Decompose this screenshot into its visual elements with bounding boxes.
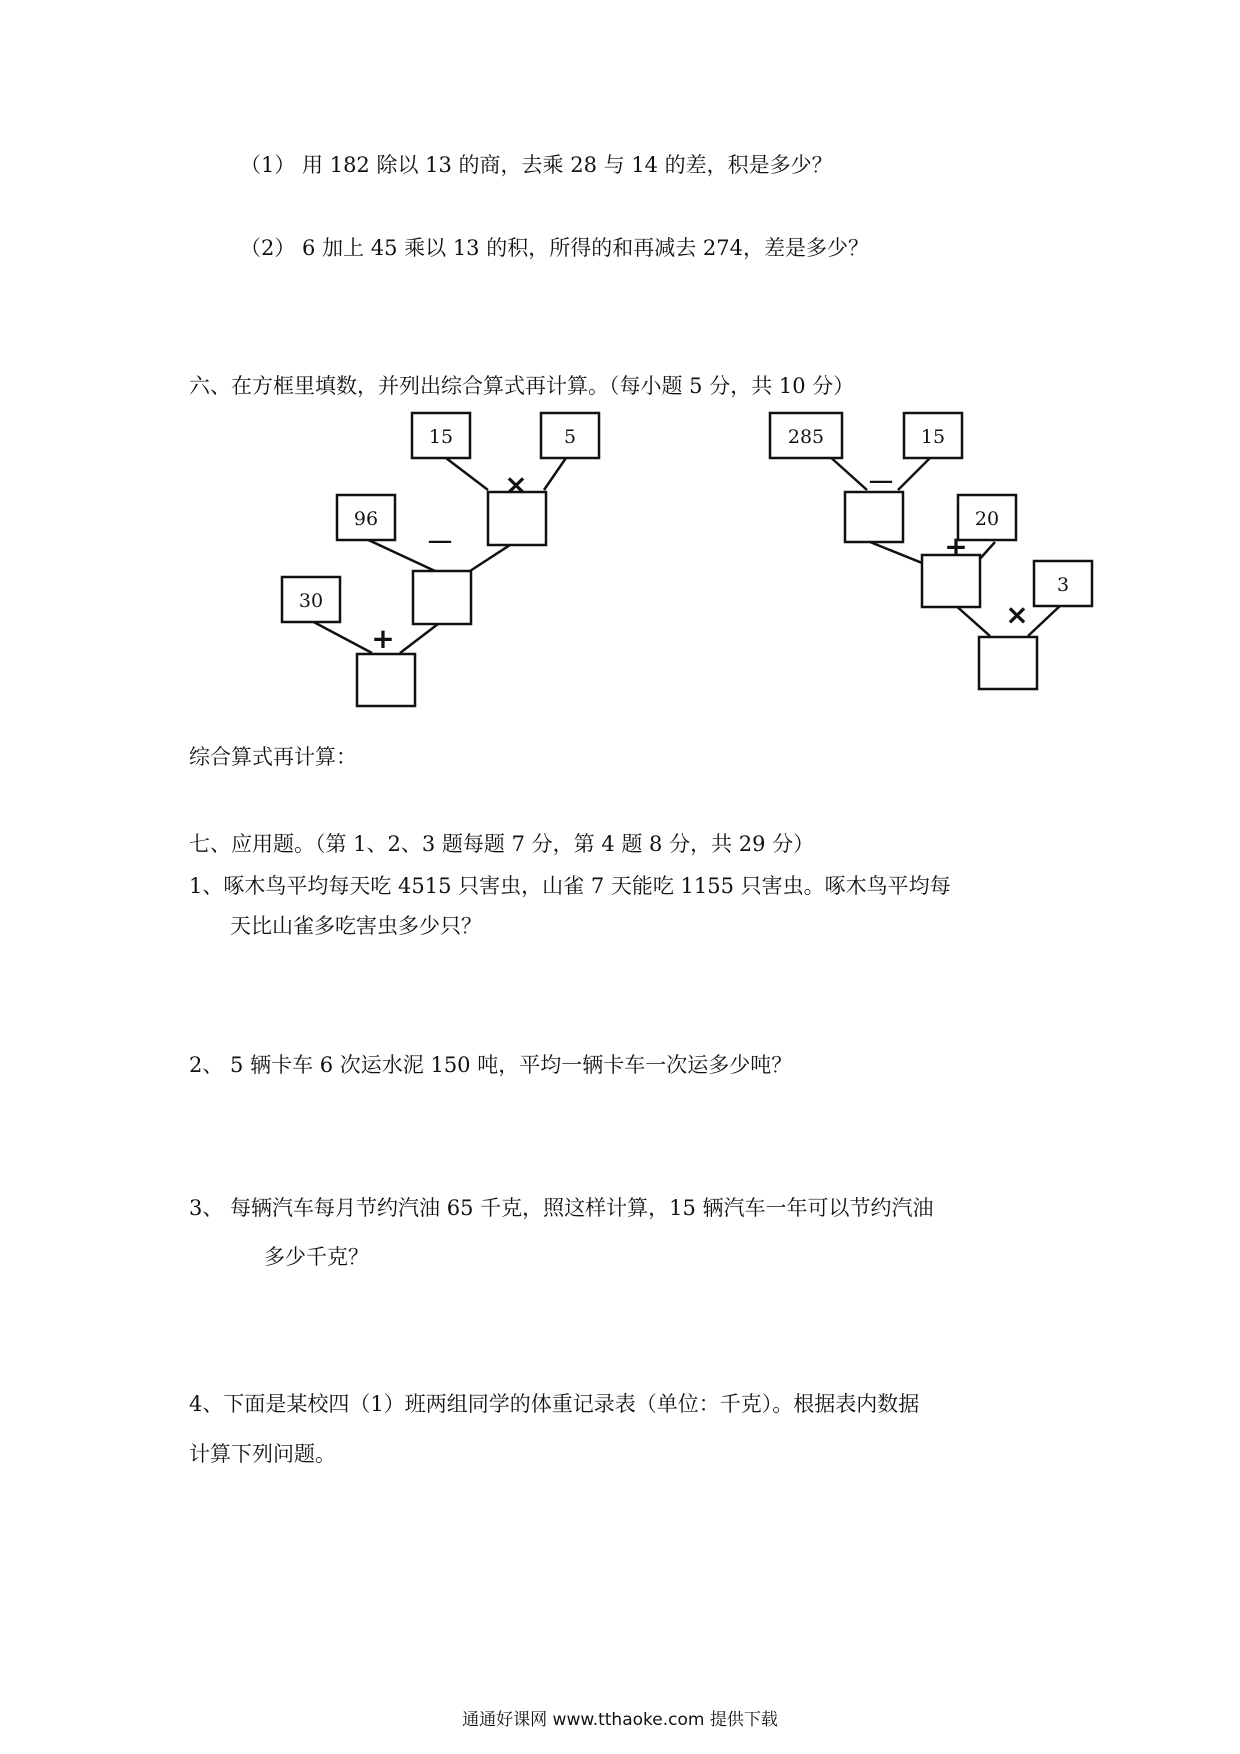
footer-credit: 通通好课网 www.tthaoke.com 提供下载 [462,1710,778,1730]
left-multiply-operator: × [504,468,528,501]
section-7-title: 七、应用题。（第 1、2、3 题每题 7 分，第 4 题 8 分，共 29 分） [189,832,815,856]
question-7-2: 2、 5 辆卡车 6 次运水泥 150 吨，平均一辆卡车一次运多少吨？ [189,1053,793,1077]
right-box-15-label: 15 [920,426,946,448]
left-box-5-label: 5 [563,426,577,448]
left-blank-box-2[interactable] [413,571,471,624]
left-box-30-label: 30 [298,590,324,612]
question-7-1-line1: 1、啄木鸟平均每天吃 4515 只害虫，山雀 7 天能吃 1155 只害虫。啄木鸟平均每 [189,874,951,898]
left-blank-box-3[interactable] [357,654,415,706]
right-box-3-label: 3 [1056,574,1070,596]
section-6-title: 六、在方框里填数，并列出综合算式再计算。（每小题 5 分，共 10 分） [189,374,855,398]
question-5-1: （1） 用 182 除以 13 的商，去乘 28 与 14 的差，积是多少？ [240,153,833,177]
question-7-1-line2: 天比山雀多吃害虫多少只？ [230,914,482,938]
left-box-96-label: 96 [353,508,379,530]
left-box-15-label: 15 [428,426,454,448]
right-plus-operator: + [944,530,968,563]
question-7-4-line1: 4、下面是某校四（1）班两组同学的体重记录表（单位：千克）。根据表内数据 [189,1392,920,1416]
right-multiply-operator: × [1005,598,1029,631]
right-blank-box-1[interactable] [845,492,903,542]
right-blank-box-3[interactable] [979,637,1037,689]
right-box-20-label: 20 [974,508,1000,530]
right-minus-operator: － [866,466,896,499]
left-minus-operator: － [425,526,455,559]
question-7-4-line2: 计算下列问题。 [189,1442,336,1466]
right-box-285-label: 285 [787,426,825,448]
operation-trees [0,0,1240,760]
question-5-2: （2） 6 加上 45 乘以 13 的积，所得的和再减去 274，差是多少？ [240,236,869,260]
question-7-3-line2: 多少千克？ [264,1245,369,1269]
answer-label: 综合算式再计算： [189,745,357,769]
left-plus-operator: + [371,622,395,655]
question-7-3-line1: 3、 每辆汽车每月节约汽油 65 千克，照这样计算，15 辆汽车一年可以节约汽油 [189,1196,934,1220]
